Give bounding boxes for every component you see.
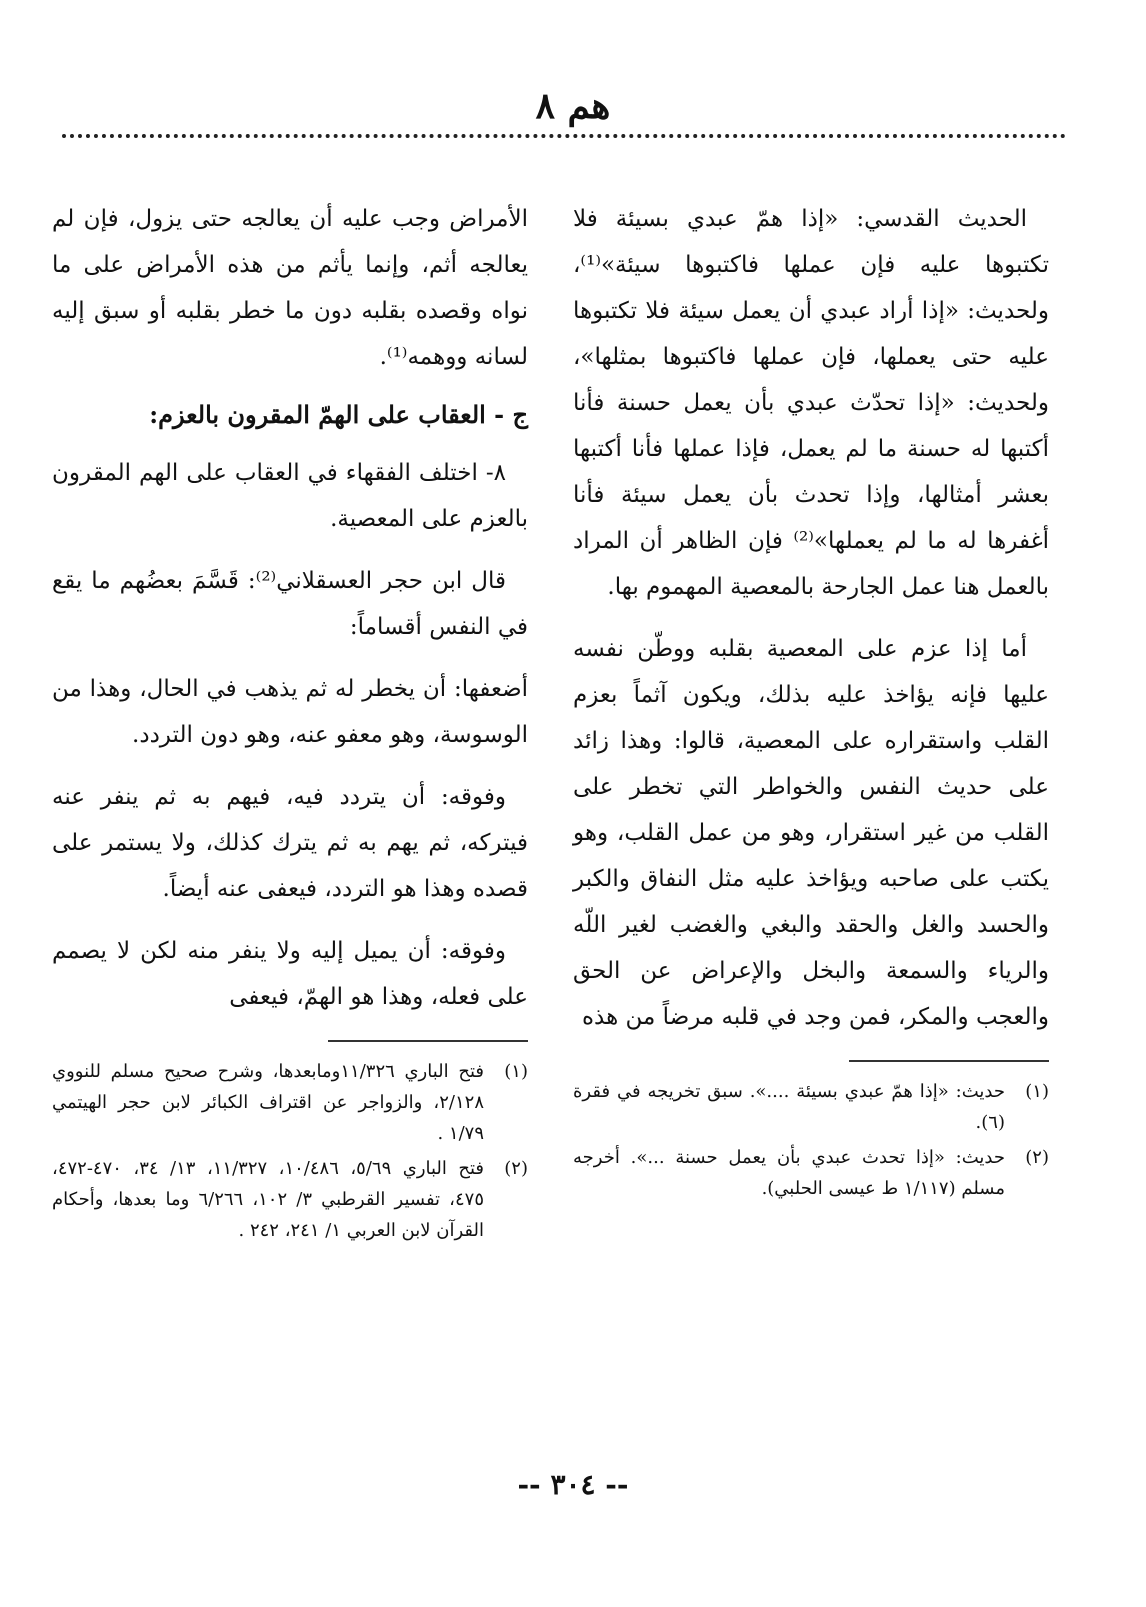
- footnote-number: (١): [504, 1061, 528, 1082]
- footnote-text: حديث: «إذا همّ عبدي بسيئة ....». سبق تخريجه في فقرة (٦).: [573, 1081, 1005, 1133]
- footnotes: [573, 1076, 1049, 1204]
- footnote-item: [52, 1056, 528, 1149]
- page-header-title: هم ٨: [535, 85, 611, 127]
- body-paragraph: الأمراض وجب عليه أن يعالجه حتى يزول، فإن لم يعالجه أثم، وإنما يأثم من هذه الأمراض على ما نواه وقصده بقلبه دون ما خطر بقلبه أو سبق إليه لسانه ووهمه⁽¹⁾.: [52, 206, 528, 370]
- body-paragraph: الحديث القدسي: «إذا همّ عبدي بسيئة فلا تكتبوها عليه فإن عملها فاكتبوها سيئة»⁽¹⁾، ولحديث: «إذا أراد عبدي أن يعمل سيئة فلا تكتبوها عليه حتى يعملها، فإن عملها فاكتبوها بمثلها»، ولحديث: «إذا تحدّث عبدي بأن يعمل حسنة فأنا أكتبها له حسنة ما لم يعمل، فإذا عملها فأنا أكتبها بعشر أمثالها، وإذا تحدث بأن يعمل سيئة فأنا أغفرها له ما لم يعملها»⁽²⁾ فإن الظاهر أن المراد بالعمل هنا عمل الجارحة بالمعصية المهموم بها.: [573, 206, 1049, 600]
- footnote-number: (٢): [504, 1158, 528, 1179]
- footnote-separator: [328, 1040, 528, 1042]
- body-paragraph: أضعفها: أن يخطر له ثم يذهب في الحال، وهذا من الوسوسة، وهو معفو عنه، وهو دون التردد.: [52, 676, 528, 748]
- footnote-text: فتح الباري ١١/٣٢٦ومابعدها، وشرح صحيح مسلم للنووي ٢/١٢٨، والزواجر عن اقتراف الكبائر لابن حجر الهيتمي ١/٧٩ .: [52, 1061, 484, 1144]
- header-dotted-rule: [62, 134, 1066, 138]
- body-paragraph: قال ابن حجر العسقلاني⁽²⁾: قَسَّمَ بعضُهم ما يقع في النفس أقساماً:: [52, 568, 528, 640]
- body-paragraph: وفوقه: أن يتردد فيه، فيهم به ثم ينفر عنه فيتركه، ثم يهم به ثم يترك كذلك، ولا يستمر على قصده وهذا هو التردد، فيعفى عنه أيضاً.: [52, 784, 528, 902]
- footnote-text: حديث: «إذا تحدث عبدي بأن يعمل حسنة ...». أخرجه مسلم (١/١١٧ ط عيسى الحلبي).: [573, 1147, 1005, 1199]
- body-paragraph: أما إذا عزم على المعصية بقلبه ووطّن نفسه عليها فإنه يؤاخذ عليه بذلك، ويكون آثماً بعزم القلب واستقراره على المعصية، قالوا: وهذا زائد على حديث النفس والخواطر التي تخطر على القلب من غير استقرار، وهو من عمل القلب، وهو يكتب على صاحبه ويؤاخذ عليه مثل النفاق والكبر والحسد والغل والحقد والبغي والغضب لغير اللّه والرياء والسمعة والبخل والإعراض عن الحق والعجب والمكر، فمن وجد في قلبه مرضاً من هذه: [573, 636, 1049, 1030]
- left-column: [52, 196, 528, 1250]
- footnote-separator: [849, 1060, 1049, 1062]
- footnotes: [52, 1056, 528, 1246]
- page-number: -- ٣٠٤ --: [517, 1468, 629, 1501]
- footnote-item: [573, 1076, 1049, 1138]
- footnote-item: [52, 1153, 528, 1246]
- footnote-item: [573, 1142, 1049, 1204]
- section-heading: ج - العقاب على الهمّ المقرون بالعزم:: [149, 400, 528, 429]
- footnote-number: (١): [1025, 1081, 1049, 1102]
- footnote-number: (٢): [1025, 1147, 1049, 1168]
- body-paragraph: ٨- اختلف الفقهاء في العقاب على الهم المقرون بالعزم على المعصية.: [52, 460, 528, 532]
- footnote-text: فتح الباري ٥/٦٩، ١٠/٤٨٦، ١١/٣٢٧، ١٣/ ٣٤، ٤٧٠-٤٧٢، ٤٧٥، تفسير القرطبي ٣/ ١٠٢، ٦/٢٦٦ وما بعدها، وأحكام القرآن لابن العربي ١/ ٢٤١، ٢٤٢ .: [52, 1158, 485, 1241]
- body-paragraph: وفوقه: أن يميل إليه ولا ينفر منه لكن لا يصمم على فعله، وهذا هو الهمّ، فيعفى: [52, 938, 528, 1010]
- right-column: [573, 196, 1049, 1208]
